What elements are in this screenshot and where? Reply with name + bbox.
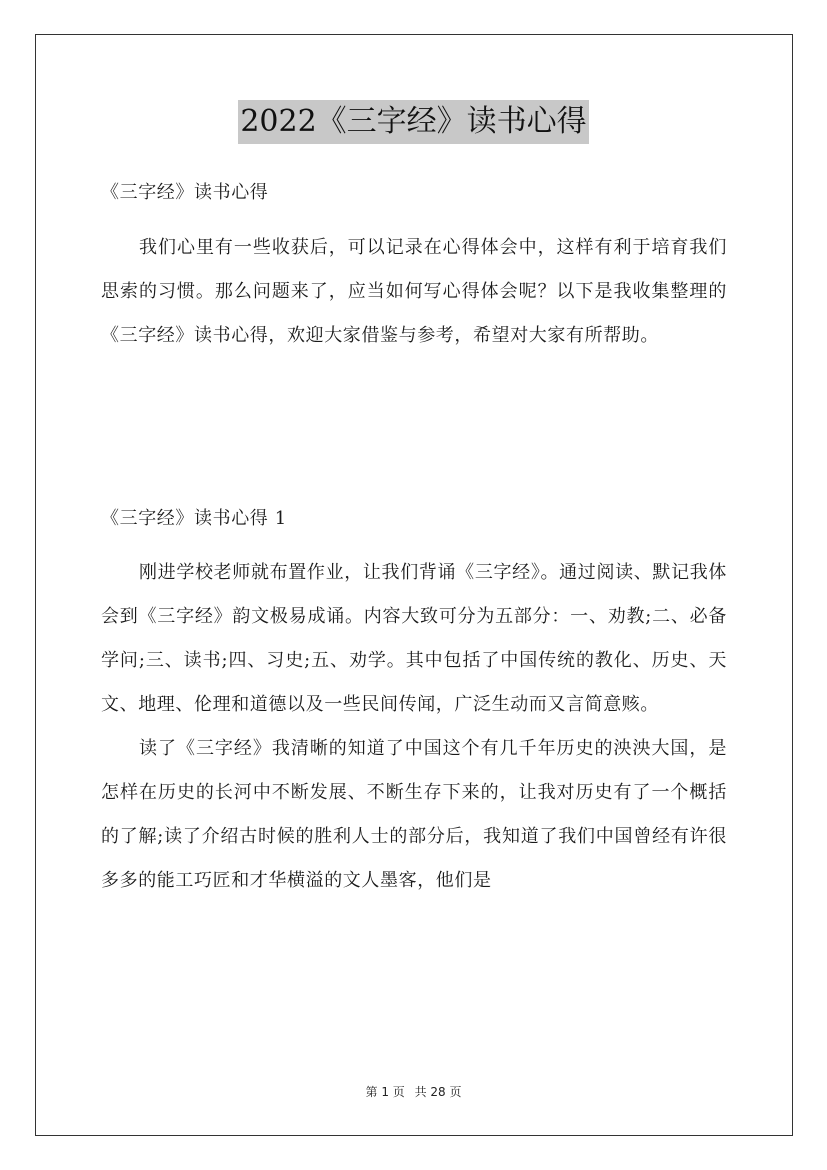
section1-heading: 《三字经》读书心得 1 (101, 508, 287, 529)
section1-body (101, 551, 727, 903)
intro-paragraph-block (101, 226, 727, 358)
page-total: 共 28 页 (414, 1085, 462, 1099)
title-container (0, 100, 827, 144)
page-footer (0, 1083, 827, 1100)
document-title: 2022《三字经》读书心得 (238, 100, 588, 144)
page-number: 第 1 页 (365, 1085, 405, 1099)
intro-heading: 《三字经》读书心得 (101, 182, 269, 203)
section1-paragraph-2: 读了《三字经》我清晰的知道了中国这个有几千年历史的泱泱大国，是怎样在历史的长河中不断发展、不断生存下来的，让我对历史有了一个概括的了解;读了介绍古时候的胜利人士的部分后，我知道了我们中国曾经有许很多多的能工巧匠和才华横溢的文人墨客，他们是 (101, 738, 727, 891)
intro-paragraph: 我们心里有一些收获后，可以记录在心得体会中，这样有利于培育我们思索的习惯。那么问题来了，应当如何写心得体会呢？以下是我收集整理的《三字经》读书心得，欢迎大家借鉴与参考，希望对大家有所帮助。 (101, 237, 727, 346)
section1-paragraph-1: 刚进学校老师就布置作业，让我们背诵《三字经》。通过阅读、默记我体会到《三字经》韵文极易成诵。内容大致可分为五部分：一、劝教;二、必备学问;三、读书;四、习史;五、劝学。其中包括了中国传统的教化、历史、天文、地理、伦理和道德以及一些民间传闻，广泛生动而又言简意赅。 (101, 562, 727, 715)
